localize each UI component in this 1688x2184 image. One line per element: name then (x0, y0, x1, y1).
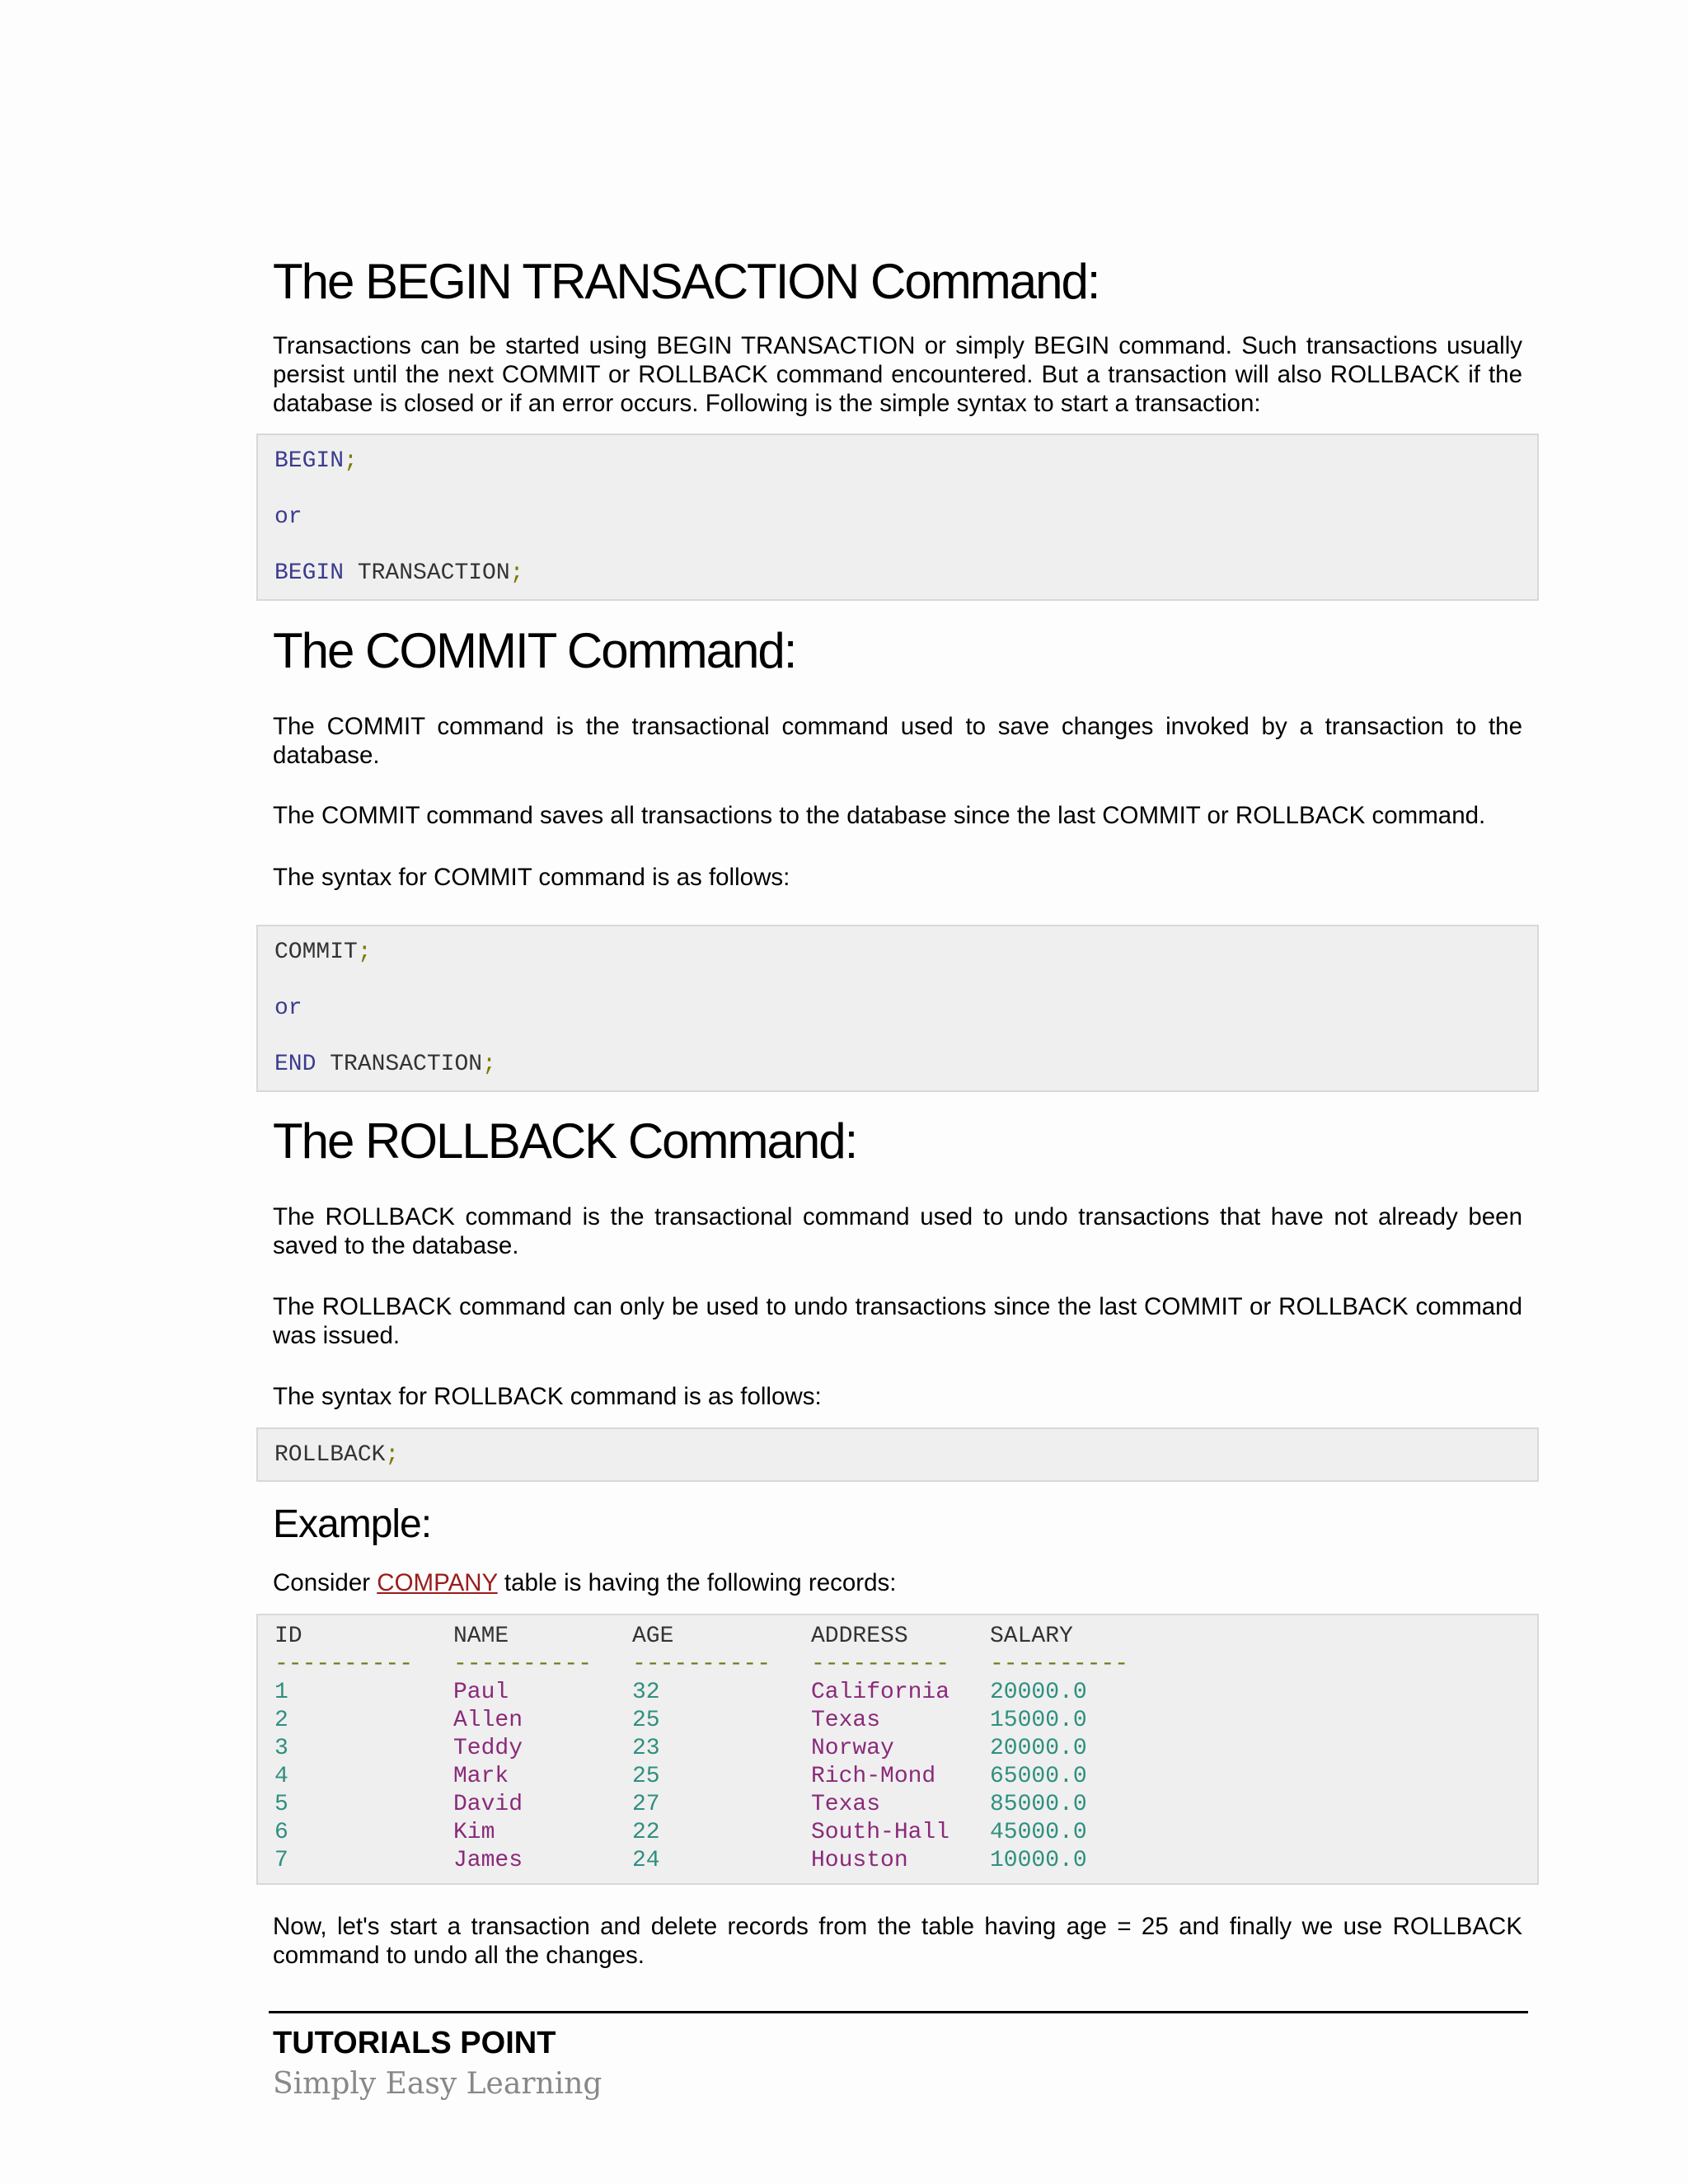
begin-code-line-2 (274, 506, 302, 529)
table-separator: ---------- (274, 1652, 414, 1677)
commit-code-block (256, 925, 1539, 1092)
code-keyword: BEGIN (274, 448, 345, 474)
table-separator-row (274, 1653, 1511, 1681)
age-cell: 24 (632, 1848, 660, 1873)
name-cell: Teddy (453, 1736, 523, 1761)
address-cell: Texas (811, 1792, 881, 1817)
table-header-cell: ID (274, 1624, 302, 1649)
address-cell: South-Hall (811, 1820, 950, 1845)
code-keyword: or (274, 504, 302, 530)
code-text: TRANSACTION (316, 1052, 483, 1077)
name-cell: Kim (453, 1820, 495, 1845)
address-cell: Texas (811, 1708, 881, 1733)
table-separator: ---------- (453, 1652, 593, 1677)
table-row (274, 1737, 1511, 1765)
salary-cell: 85000.0 (990, 1792, 1087, 1817)
example-intro-after: table is having the following records: (497, 1569, 897, 1596)
table-header-cell: AGE (632, 1624, 674, 1649)
commit-paragraph-2: The COMMIT command saves all transactions to the database since the last COMMIT or ROLLBACK command. (273, 802, 1486, 829)
address-cell: California (811, 1680, 950, 1705)
salary-cell: 45000.0 (990, 1820, 1087, 1845)
rollback-code-line-1 (274, 1444, 399, 1467)
code-text: COMMIT (274, 940, 358, 965)
table-row (274, 1849, 1511, 1877)
code-punct: ; (509, 560, 524, 586)
rollback-heading: The ROLLBACK Command: (273, 1113, 857, 1169)
name-cell: Mark (453, 1764, 509, 1789)
begin-transaction-paragraph: Transactions can be started using BEGIN TRANSACTION or simply BEGIN command. Such transactions usually persist until the next COMMIT or ROLLBACK command encountered. But a transaction will also ROLLBACK if the database is closed or if an error occurs. Following is the simple syntax to start a transaction: (273, 332, 1522, 417)
rollback-paragraph-2: The ROLLBACK command can only be used to undo transactions since the last COMMIT or ROLLBACK command was issued. (273, 1293, 1522, 1349)
id-cell: 5 (274, 1792, 288, 1817)
commit-code-line-2 (274, 997, 302, 1020)
table-header-row (274, 1625, 1511, 1653)
table-separator: ---------- (990, 1652, 1129, 1677)
id-cell: 3 (274, 1736, 288, 1761)
footer-tagline: Simply Easy Learning (273, 2067, 603, 2101)
begin-transaction-heading: The BEGIN TRANSACTION Command: (273, 254, 1100, 309)
code-keyword: or (274, 996, 302, 1021)
salary-cell: 65000.0 (990, 1764, 1087, 1789)
age-cell: 23 (632, 1736, 660, 1761)
id-cell: 4 (274, 1764, 288, 1789)
code-text: TRANSACTION (344, 560, 510, 586)
table-row (274, 1765, 1511, 1793)
id-cell: 2 (274, 1708, 288, 1733)
rollback-code-block (256, 1427, 1539, 1482)
commit-paragraph-3: The syntax for COMMIT command is as follows: (273, 864, 790, 891)
example-intro (273, 1568, 1522, 1597)
footer-divider (269, 2011, 1528, 2013)
code-text: ROLLBACK (274, 1442, 386, 1468)
code-punct: ; (357, 940, 372, 965)
name-cell: Allen (453, 1708, 523, 1733)
salary-cell: 20000.0 (990, 1680, 1087, 1705)
name-cell: Paul (453, 1680, 509, 1705)
table-header-cell: ADDRESS (811, 1624, 908, 1649)
name-cell: David (453, 1792, 523, 1817)
rollback-paragraph-1: The ROLLBACK command is the transactional command used to undo transactions that have not already been saved to the database. (273, 1203, 1522, 1259)
name-cell: James (453, 1848, 523, 1873)
table-separator: ---------- (632, 1652, 771, 1677)
table-header-cell: SALARY (990, 1624, 1073, 1649)
id-cell: 1 (274, 1680, 288, 1705)
id-cell: 7 (274, 1848, 288, 1873)
age-cell: 25 (632, 1708, 660, 1733)
begin-code-line-3 (274, 562, 523, 585)
salary-cell: 20000.0 (990, 1736, 1087, 1761)
code-keyword: END (274, 1052, 316, 1077)
rollback-paragraph-3: The syntax for ROLLBACK command is as follows: (273, 1383, 822, 1410)
table-row (274, 1681, 1511, 1709)
code-keyword: BEGIN (274, 560, 345, 586)
salary-cell: 10000.0 (990, 1848, 1087, 1873)
code-punct: ; (385, 1442, 400, 1468)
salary-cell: 15000.0 (990, 1708, 1087, 1733)
example-closing-paragraph: Now, let's start a transaction and delete records from the table having age = 25 and finally we use ROLLBACK command to undo all the changes. (273, 1913, 1522, 1969)
address-cell: Norway (811, 1736, 894, 1761)
age-cell: 25 (632, 1764, 660, 1789)
address-cell: Houston (811, 1848, 908, 1873)
age-cell: 27 (632, 1792, 660, 1817)
begin-code-block (256, 434, 1539, 601)
company-link[interactable]: COMPANY (377, 1569, 498, 1596)
age-cell: 22 (632, 1820, 660, 1845)
table-row (274, 1709, 1511, 1737)
commit-code-line-1 (274, 941, 372, 964)
id-cell: 6 (274, 1820, 288, 1845)
footer-brand: TUTORIALS POINT (273, 2026, 556, 2060)
table-separator: ---------- (811, 1652, 950, 1677)
begin-code-line-1 (274, 450, 358, 473)
table-header-cell: NAME (453, 1624, 509, 1649)
example-intro-before: Consider (273, 1569, 377, 1596)
company-table-block (256, 1614, 1539, 1885)
address-cell: Rich-Mond (811, 1764, 936, 1789)
table-row (274, 1793, 1511, 1821)
table-row (274, 1821, 1511, 1849)
commit-heading: The COMMIT Command: (273, 623, 796, 678)
age-cell: 32 (632, 1680, 660, 1705)
example-heading: Example: (273, 1502, 432, 1546)
code-punct: ; (482, 1052, 496, 1077)
commit-paragraph-1: The COMMIT command is the transactional command used to save changes invoked by a transaction to the database. (273, 713, 1522, 769)
commit-code-line-3 (274, 1053, 496, 1076)
code-punct: ; (344, 448, 358, 474)
